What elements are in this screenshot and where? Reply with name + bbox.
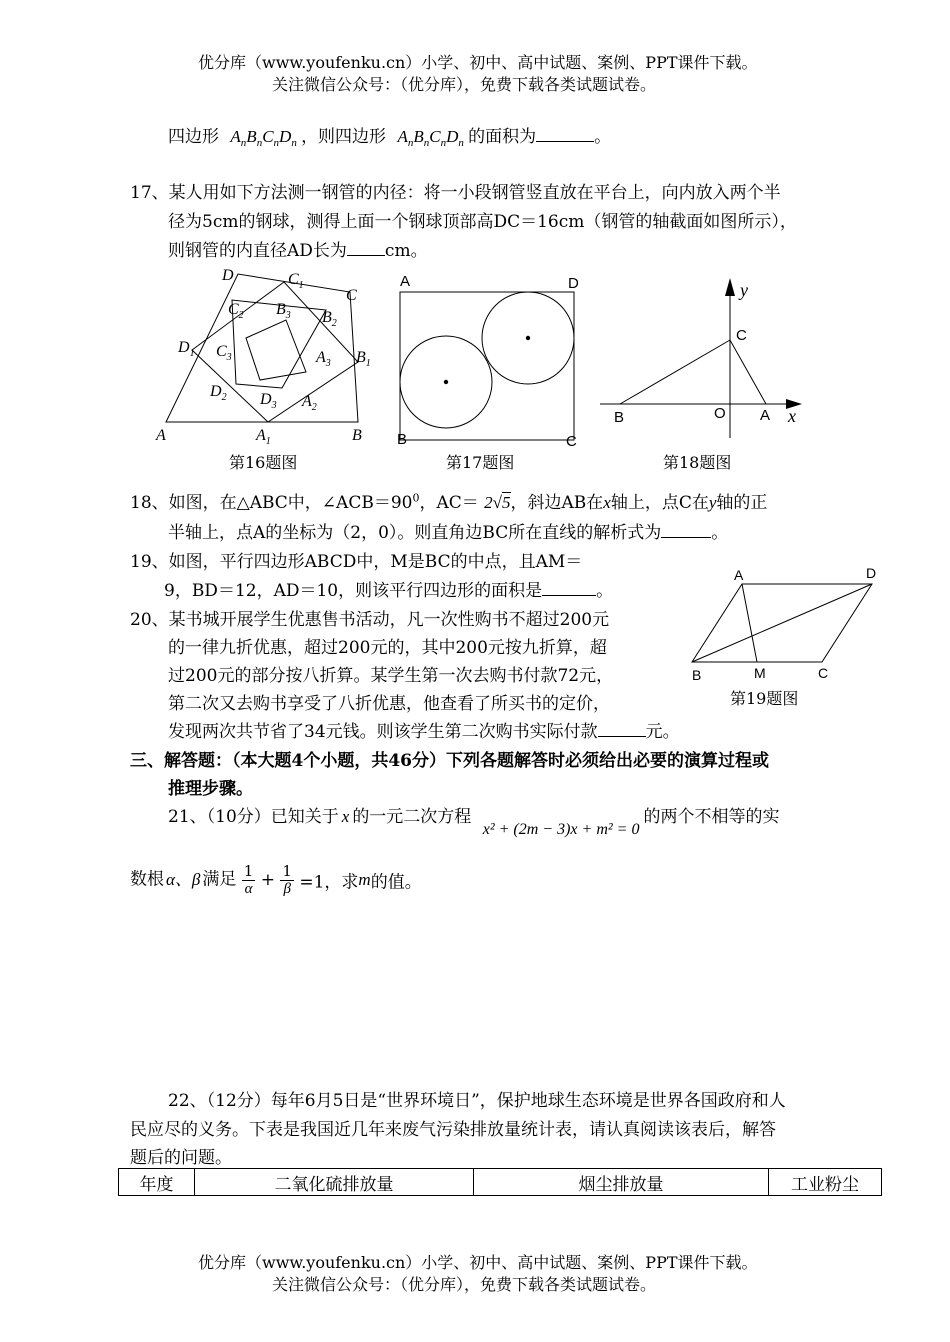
fig16-caption: 第16题图 — [229, 453, 298, 472]
fig18-triangle — [620, 340, 766, 404]
q17-line-3: 则钢管的内直径AD长为 cm。 — [168, 241, 428, 261]
fig16-label-D: D — [222, 267, 234, 284]
section-3-title-line-2: 推理步骤。 — [168, 779, 253, 799]
fig17-lower-center — [444, 380, 448, 384]
fig16-label-A1: $A_1$ — [256, 427, 271, 447]
fig17-label-A: A — [400, 273, 411, 290]
table-header-so2: 二氧化硫排放量 — [195, 1169, 474, 1196]
emission-table — [118, 1168, 882, 1196]
fig19-caption: 第19题图 — [730, 689, 799, 708]
q19-line-1: 19、如图，平行四边形ABCD中，M是BC的中点，且AM＝ — [130, 552, 583, 572]
q19-answer-blank — [542, 581, 596, 596]
q22-line-3: 题后的问题。 — [130, 1148, 232, 1168]
fig19-label-B: B — [692, 667, 702, 683]
fig16-label-C3: $C_3$ — [216, 343, 232, 363]
fig19-label-D: D — [866, 565, 877, 581]
q20-line-3: 过200元的部分按八折算。某学生第一次去购书付款72元， — [168, 666, 614, 686]
header-line-1: 优分库（www.youfenku.cn）小学、初中、高中试题、案例、PPT课件下载。 — [198, 53, 758, 72]
q22-line-1: 22、（12分）每年6月5日是“世界环境日”，保护地球生态环境是世界各国政府和人 — [168, 1091, 786, 1111]
table-header-year: 年度 — [119, 1169, 195, 1196]
q17-answer-blank — [347, 241, 385, 256]
q21-line-2: 数根 α、β 满足 $\frac{1}{\alpha}$ + $\frac{1}{\beta}$ =1，求m的值。 — [130, 862, 422, 897]
fig19-segment-AM — [742, 584, 757, 662]
fig17-caption: 第17题图 — [446, 453, 515, 472]
q22-line-2: 民应尽的义务。下表是我国近几年来废气污染排放量统计表，请认真阅读该表后，解答 — [130, 1120, 776, 1140]
fig17-tube — [400, 292, 574, 440]
fig16-label-B2: $B_2$ — [322, 309, 337, 329]
figure-19 — [686, 562, 886, 684]
fig18-caption: 第18题图 — [663, 453, 732, 472]
figure-17 — [392, 270, 592, 452]
table-header-dust: 工业粉尘 — [769, 1169, 882, 1196]
header-line-2: 关注微信公众号：（优分库），免费下载各类试题试卷。 — [272, 75, 657, 94]
fig16-label-A: A — [156, 427, 166, 444]
q18-line-1: 18、如图，在△ABC中，$\angle ACB=90^0$，AC＝ 2√5，斜边AB在x轴上，点C在y轴的正 — [130, 491, 768, 513]
q18-line-2: 半轴上，点A的坐标为（2，0）。则直角边BC所在直线的解析式为 。 — [168, 523, 729, 543]
q18-answer-blank — [661, 523, 711, 538]
fig17-label-B: B — [397, 431, 408, 448]
fig17-label-C: C — [566, 433, 577, 450]
q16-suffix: 的面积为 — [468, 127, 537, 147]
table-header-row — [119, 1169, 882, 1196]
q16-text: 四边形 $A_nB_nC_nD_n$ ，则四边形 $A_nB_nC_nD_n$ 的面积为 。 — [168, 127, 612, 149]
q16-prefix: 四边形 — [168, 127, 219, 147]
fig18-label-O: O — [714, 405, 726, 422]
fig16-label-B3: $B_3$ — [276, 301, 291, 321]
fig16-label-B1: $B_1$ — [356, 349, 371, 369]
fig17-label-D: D — [568, 275, 579, 292]
q16-answer-blank — [536, 127, 594, 142]
fig16-label-C: C — [346, 287, 357, 304]
figure-16 — [150, 262, 382, 447]
q21-line-1: 21、（10分）已知关于 x 的一元二次方程 x² + (2m − 3)x + m² = 0的两个不相等的实 — [168, 807, 780, 838]
fig19-label-C: C — [818, 665, 829, 681]
fig16-label-D2: $D_2$ — [210, 383, 227, 403]
table-header-smoke: 烟尘排放量 — [474, 1169, 769, 1196]
fig18-label-C: C — [736, 327, 747, 344]
fig16-label-A2: $A_2$ — [302, 393, 317, 413]
section-3-title-line-1: 三、解答题：（本大题4个小题，共46分）下列各题解答时必须给出必要的演算过程或 — [130, 751, 769, 771]
fig16-label-D3: $D_3$ — [260, 391, 277, 411]
q20-line-1: 20、某书城开展学生优惠售书活动，凡一次性购书不超过200元 — [130, 610, 610, 630]
q20-line-5: 发现两次共节省了34元钱。则该学生第二次购书实际付款 元。 — [168, 722, 680, 742]
q17-line-2: 径为5cm的钢球，测得上面一个钢球顶部高DC＝16cm（钢管的轴截面如图所示）， — [168, 212, 797, 232]
fig18-label-y: y — [740, 280, 748, 300]
fig16-quad-a3b3c3d3 — [246, 320, 306, 380]
fig19-label-A: A — [734, 567, 744, 583]
footer-line-1: 优分库（www.youfenku.cn）小学、初中、高中试题、案例、PPT课件下载。 — [198, 1253, 758, 1272]
fig18-label-x: x — [788, 406, 796, 426]
fig19-diagonal-BD — [692, 584, 872, 662]
fig16-label-A3: $A_3$ — [316, 349, 331, 369]
q20-line-2: 的一律九折优惠，超过200元的，其中200元按九折算，超 — [168, 638, 607, 658]
q21-fraction-2: $\frac{1}{\beta}$ — [282, 862, 292, 897]
q20-answer-blank — [598, 722, 646, 737]
q16-quad-1: $A_nB_nC_nD_n$ — [230, 127, 297, 149]
fig16-label-C1: $C_1$ — [288, 271, 304, 291]
q16-quad-2: $A_nB_nC_nD_n$ — [397, 127, 464, 149]
q21-equation: x² + (2m − 3)x + m² = 0 — [482, 821, 640, 838]
q19-line-2: 9，BD＝12，AD＝10，则该平行四边形的面积是 。 — [164, 581, 614, 601]
fig17-upper-center — [526, 336, 530, 340]
fig16-label-B: B — [352, 427, 362, 444]
q18-sqrt: 2√5 — [484, 493, 511, 512]
q20-line-4: 第二次又去购书享受了八折优惠，他查看了所买书的定价， — [168, 694, 610, 714]
fig18-label-A: A — [760, 407, 771, 424]
fig18-y-arrow — [725, 278, 735, 296]
fig19-label-M: M — [754, 665, 766, 681]
q21-fraction-1: $\frac{1}{\alpha}$ — [243, 862, 254, 897]
q17-line-1: 17、某人用如下方法测一钢管的内径：将一小段钢管竖直放在平台上，向内放入两个半 — [130, 183, 781, 203]
fig16-label-C2: $C_2$ — [228, 301, 244, 321]
fig18-label-B: B — [614, 409, 625, 426]
figure-18 — [596, 274, 810, 444]
q16-mid: ，则四边形 — [301, 127, 387, 147]
fig16-label-D1: $D_1$ — [178, 339, 195, 359]
footer-line-2: 关注微信公众号：（优分库），免费下载各类试题试卷。 — [272, 1275, 657, 1294]
